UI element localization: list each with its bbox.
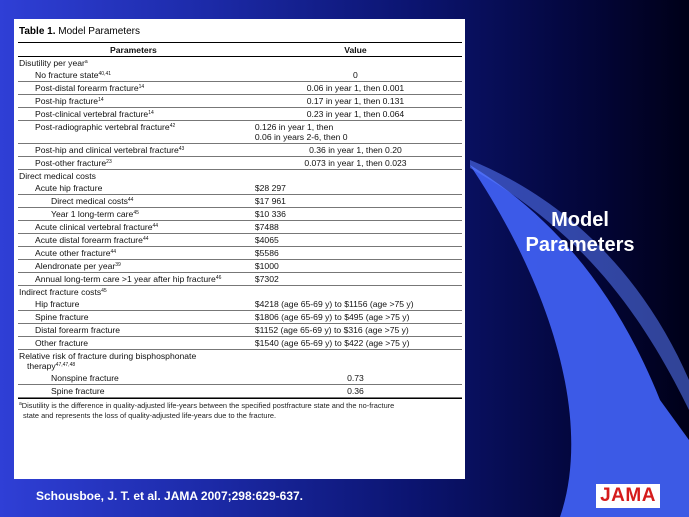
table-row: Acute clinical vertebral fracture$^{44}$ $7488 (18, 221, 462, 234)
table-row: Spine fracture $1806 (age 65-69 y) to $495 (age >75 y) (18, 311, 462, 324)
column-header-parameters: Parameters (18, 43, 249, 57)
table-row: Spine fracture 0.36 (18, 385, 462, 398)
table-row: Acute distal forearm fracture$^{44}$ $4065 (18, 234, 462, 247)
table-row: Acute hip fracture $28 297 (18, 182, 462, 195)
group-row-indirect-costs: Indirect fracture costs$^{45}$ (19, 287, 107, 297)
table-row: Nonspine fracture 0.73 (18, 372, 462, 385)
table-row: Post-radiographic vertebral fracture$^{42}$ 0.126 in year 1, then 0.06 in years 2-6, then 0 (18, 121, 462, 144)
table-row: No fracture state$^{40,41}$ 0 (18, 69, 462, 82)
table-row: Alendronate per year$^{39}$ $1000 (18, 260, 462, 273)
parameters-table (18, 42, 462, 398)
group-row-relative-risk: Relative risk of fracture during bisphosphonate therapy$^{47,47,48}$ (19, 351, 197, 371)
table-row: Other fracture $1540 (age 65-69 y) to $422 (age >75 y) (18, 337, 462, 350)
table-title: Table 1. Model Parameters (19, 26, 140, 37)
column-header-value: Value (249, 43, 462, 57)
table-row: Acute other fracture$^{44}$ $5586 (18, 247, 462, 260)
model-parameters-table-image (14, 19, 465, 479)
table-row: Annual long-term care >1 year after hip fracture$^{46}$ $7302 (18, 273, 462, 286)
table-row: Direct medical costs$^{44}$ $17 961 (18, 195, 462, 208)
table-row: Post-other fracture$^{23}$ 0.073 in year 1, then 0.023 (18, 157, 462, 170)
table-row: Post-hip fracture$^{14}$ 0.17 in year 1, then 0.131 (18, 95, 462, 108)
table-footnote: $^a$Disutility is the difference in quality-adjusted life-years between the specified postfracture state and the no-fracture state and represents the loss of quality-adjusted life-years due to the fracture. (18, 398, 462, 420)
table-row: Year 1 long-term care$^{45}$ $10 336 (18, 208, 462, 221)
slide-title: Model Parameters (525, 209, 635, 256)
citation: Schousboe, J. T. et al. JAMA 2007;298:629-637. (36, 489, 304, 503)
table-row: Post-clinical vertebral fracture$^{14}$ 0.23 in year 1, then 0.064 (18, 108, 462, 121)
table-row: Distal forearm fracture $1152 (age 65-69 y) to $316 (age >75 y) (18, 324, 462, 337)
group-row-direct-costs: Direct medical costs (19, 171, 96, 181)
jama-logo: JAMA (596, 484, 660, 508)
table-row: Post-distal forearm fracture$^{14}$ 0.06 in year 1, then 0.001 (18, 82, 462, 95)
table-row: Hip fracture $4218 (age 65-69 y) to $1156 (age >75 y) (18, 298, 462, 311)
table-row: Post-hip and clinical vertebral fracture$^{43}$ 0.36 in year 1, then 0.20 (18, 144, 462, 157)
group-row-disutility: Disutility per year$^a$ (19, 58, 88, 68)
